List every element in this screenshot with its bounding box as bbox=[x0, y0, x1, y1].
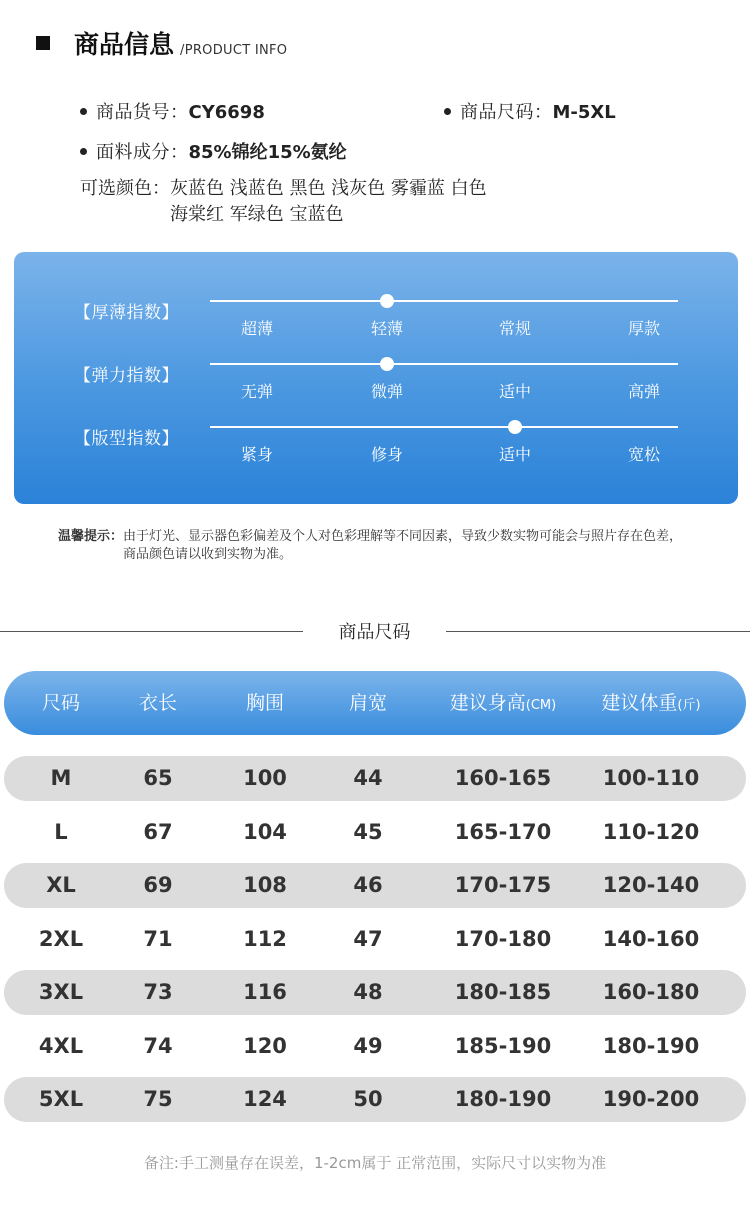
index-option: 适中 bbox=[498, 445, 531, 464]
section-header bbox=[36, 22, 287, 62]
page-title: 商品信息 bbox=[74, 30, 175, 59]
bullet-icon bbox=[444, 108, 451, 115]
table-cell: 69 bbox=[143, 873, 173, 897]
table-row bbox=[4, 970, 746, 1015]
column-header-label: 衣长 bbox=[138, 692, 177, 714]
table-cell: 124 bbox=[243, 1087, 287, 1111]
table-cell: 100-110 bbox=[602, 766, 700, 790]
table-cell: 47 bbox=[353, 926, 383, 951]
table-cell: 110-120 bbox=[602, 819, 700, 844]
table-cell: XL bbox=[46, 873, 76, 897]
column-header-label: 胸围 bbox=[245, 692, 284, 714]
bullet-icon bbox=[80, 148, 87, 155]
table-row bbox=[4, 810, 746, 855]
notice bbox=[58, 528, 693, 564]
colors-line: 灰蓝色 浅蓝色 黑色 浅灰色 雾霾蓝 白色 bbox=[170, 178, 487, 199]
table-row bbox=[4, 756, 746, 801]
table-row bbox=[4, 863, 746, 908]
table-cell: 100 bbox=[243, 766, 287, 790]
table-cell: 75 bbox=[143, 1087, 173, 1111]
footnote: 备注:手工测量存在误差，1-2cm属于 正常范围，实际尺寸以实物为准 bbox=[143, 1154, 607, 1172]
index-marker bbox=[508, 420, 522, 434]
table-cell: 170-180 bbox=[454, 926, 552, 951]
index-marker bbox=[380, 294, 394, 308]
divider-line bbox=[446, 631, 750, 632]
column-header-unit: (斤) bbox=[677, 698, 701, 713]
info-colors: 可选颜色： 灰蓝色 浅蓝色 黑色 浅灰色 雾霾蓝 白色 海棠红 军绿色 宝蓝色 bbox=[80, 176, 487, 228]
column-header-label: 肩宽 bbox=[348, 692, 387, 714]
index-track bbox=[210, 363, 678, 365]
info-size-range: 商品尺码：M-5XL bbox=[444, 98, 616, 124]
table-cell: 46 bbox=[353, 873, 383, 897]
table-cell: 185-190 bbox=[454, 1033, 552, 1058]
table-row bbox=[4, 917, 746, 962]
table-cell: 190-200 bbox=[602, 1087, 700, 1111]
table-cell: 108 bbox=[243, 873, 287, 897]
table-cell: L bbox=[54, 819, 68, 844]
table-cell: 44 bbox=[353, 766, 383, 790]
index-option: 常规 bbox=[498, 319, 531, 338]
table-cell: 71 bbox=[143, 926, 173, 951]
index-option: 厚款 bbox=[627, 319, 660, 338]
column-header-unit: (CM) bbox=[525, 698, 557, 713]
notice-text: 由于灯光、显示器色彩偏差及个人对色彩理解等不同因素，导致少数实物可能会与照片存在色差，商品颜色请以收到实物为准。 bbox=[123, 529, 683, 562]
index-option: 紧身 bbox=[240, 445, 273, 464]
table-cell: 165-170 bbox=[454, 819, 552, 844]
table-cell: 3XL bbox=[38, 980, 84, 1004]
table-cell: 180-185 bbox=[454, 980, 552, 1004]
divider-line bbox=[0, 631, 303, 632]
column-header bbox=[293, 671, 443, 735]
table-cell: 160-180 bbox=[602, 980, 700, 1004]
index-option: 修身 bbox=[370, 445, 403, 464]
index-option: 超薄 bbox=[240, 319, 273, 338]
table-cell: 5XL bbox=[38, 1087, 84, 1111]
square-bullet-icon bbox=[36, 36, 50, 50]
index-option: 高弹 bbox=[627, 382, 660, 401]
table-cell: 140-160 bbox=[602, 926, 700, 951]
table-cell: 50 bbox=[353, 1087, 383, 1111]
index-track bbox=[210, 300, 678, 302]
table-cell: 4XL bbox=[38, 1033, 84, 1058]
table-cell: 65 bbox=[143, 766, 173, 790]
index-marker bbox=[380, 357, 394, 371]
table-cell: 112 bbox=[243, 926, 287, 951]
index-track bbox=[210, 426, 678, 428]
index-option: 适中 bbox=[498, 382, 531, 401]
size-table-header bbox=[4, 671, 746, 735]
table-cell: 160-165 bbox=[454, 766, 552, 790]
fit-index-panel bbox=[14, 252, 738, 504]
table-cell: 180-190 bbox=[602, 1033, 700, 1058]
table-cell: 116 bbox=[243, 980, 287, 1004]
info-item-number: 商品货号：CY6698 bbox=[80, 98, 265, 124]
index-option: 轻薄 bbox=[370, 319, 403, 338]
page-subtitle: /PRODUCT INFO bbox=[180, 43, 288, 58]
table-cell: 49 bbox=[353, 1033, 383, 1058]
table-cell: M bbox=[50, 766, 72, 790]
column-header-label: 建议身高 bbox=[449, 692, 526, 714]
table-cell: 2XL bbox=[38, 926, 84, 951]
table-cell: 120-140 bbox=[602, 873, 700, 897]
index-label: 【版型指数】 bbox=[74, 429, 179, 449]
colors-line: 海棠红 军绿色 宝蓝色 bbox=[170, 204, 344, 225]
table-cell: 48 bbox=[353, 980, 383, 1004]
size-section-title: 商品尺码 bbox=[338, 622, 411, 643]
table-cell: 74 bbox=[143, 1033, 173, 1058]
notice-label: 温馨提示： bbox=[58, 529, 124, 544]
table-row bbox=[4, 1024, 746, 1069]
index-option: 微弹 bbox=[370, 382, 403, 401]
index-option: 宽松 bbox=[627, 445, 660, 464]
column-header bbox=[576, 671, 726, 735]
index-label: 【弹力指数】 bbox=[74, 366, 179, 386]
table-cell: 67 bbox=[143, 819, 173, 844]
column-header-label: 尺码 bbox=[41, 692, 80, 714]
bullet-icon bbox=[80, 108, 87, 115]
table-cell: 73 bbox=[143, 980, 173, 1004]
table-cell: 170-175 bbox=[454, 873, 552, 897]
table-cell: 104 bbox=[243, 819, 287, 844]
index-option: 无弹 bbox=[240, 382, 273, 401]
table-cell: 180-190 bbox=[454, 1087, 552, 1111]
info-fabric: 面料成分：85%锦纶15%氨纶 bbox=[80, 138, 347, 164]
index-label: 【厚薄指数】 bbox=[74, 303, 179, 323]
table-cell: 45 bbox=[353, 819, 383, 844]
column-header bbox=[428, 671, 578, 735]
table-cell: 120 bbox=[243, 1033, 287, 1058]
column-header-label: 建议体重 bbox=[601, 692, 678, 714]
table-row bbox=[4, 1077, 746, 1122]
